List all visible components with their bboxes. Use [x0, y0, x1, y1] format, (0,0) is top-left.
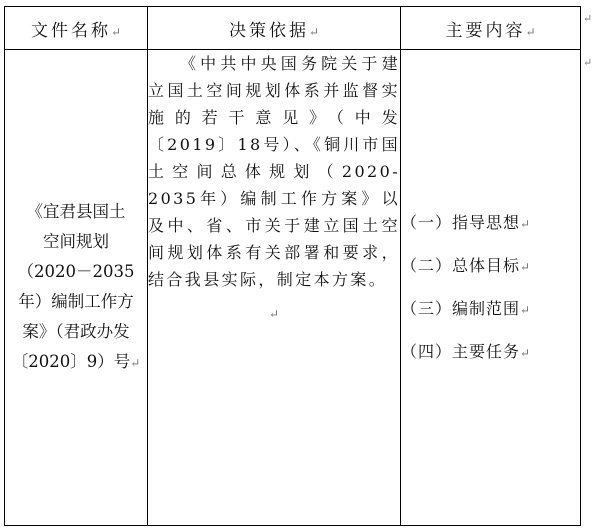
- header-decision-basis: [148, 7, 401, 50]
- body-row: [5, 50, 581, 526]
- paragraph-mark: ↵: [520, 302, 531, 317]
- main-content-cell: [401, 50, 581, 526]
- header-label: 文件名称: [30, 20, 111, 41]
- paragraph-mark: ↵: [520, 259, 531, 274]
- header-label: 主要内容: [445, 20, 526, 41]
- paragraph-mark: ↵: [520, 216, 531, 231]
- content-item: [401, 331, 580, 374]
- paragraph-mark: ↵: [110, 24, 122, 39]
- header-row: [5, 7, 581, 50]
- content-item-label: （四）主要任务: [401, 341, 521, 361]
- row-end-mark: ↵: [583, 12, 592, 25]
- file-name-line: 〔2020〕9）号: [11, 352, 131, 371]
- decision-basis-cell: [148, 50, 401, 526]
- content-item-label: （二）总体目标: [401, 255, 521, 275]
- content-item-label: （三）编制范围: [401, 298, 521, 318]
- row-end-mark: ↵: [583, 56, 592, 69]
- paragraph-mark: ↵: [130, 356, 141, 370]
- decision-basis-text: 《中共中央国务院关于建立国土空间规划体系并监督实施的若干意见》（中发〔2019〕18号）、《铜川市国土空间总体规划（2020-2035年）编制工作方案》以及中、省、市关于建立国土空间规划体系有关部署和要求，结合我县实际，制定本方案。: [148, 54, 400, 289]
- file-name-line: 空间规划: [43, 232, 109, 251]
- paragraph-mark: ↵: [308, 24, 320, 39]
- content-item: [401, 245, 580, 288]
- content-item: [401, 288, 580, 331]
- file-name-line: 《宜君县国土: [26, 202, 126, 221]
- header-label: 决策依据: [228, 20, 309, 41]
- paragraph-mark: ↵: [525, 24, 536, 39]
- header-file-name: [5, 7, 148, 50]
- header-main-content: [401, 7, 581, 50]
- file-name-line: （2020－2035: [17, 262, 135, 281]
- file-name-line: 年）编制工作方: [18, 292, 134, 311]
- content-item-label: （一）指导思想: [401, 212, 521, 232]
- document-table: [4, 6, 581, 526]
- content-item: [401, 202, 580, 245]
- paragraph-mark: ↵: [520, 345, 531, 360]
- paragraph-mark: ↵: [268, 307, 280, 321]
- file-name-line-last: [5, 347, 147, 378]
- file-name-cell: [5, 50, 148, 526]
- file-name-line: 案》（君政办发: [22, 322, 130, 341]
